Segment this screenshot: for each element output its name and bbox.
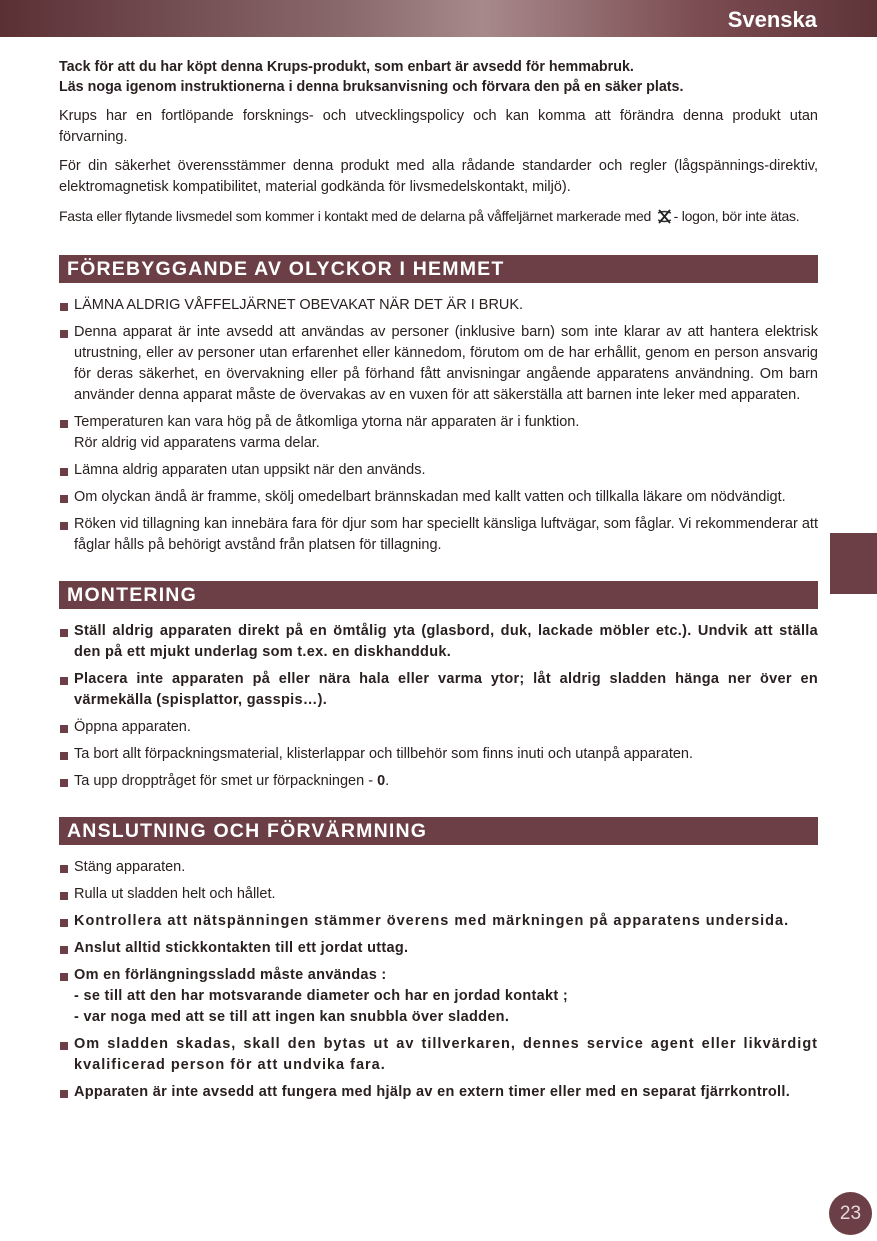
list-item: Öppna apparaten. [59, 717, 818, 738]
list-item: Apparaten är inte avsedd att fungera med hjälp av en extern timer eller med en separat fjärrkontroll. [59, 1082, 818, 1103]
intro-bold [59, 57, 818, 97]
intro-paragraph: För din säkerhet överensstämmer denna produkt med alla rådande standarder och regler (lågspännings-direktiv, elektromagnetisk kompatibilitet, material godkända för livsmedelskontakt, miljö). [59, 158, 818, 195]
list-item: Rulla ut sladden helt och hållet. [59, 884, 818, 905]
list-item: Anslut alltid stickkontakten till ett jordat uttag. [59, 938, 818, 959]
list-item [59, 771, 818, 792]
intro-bold-line: Tack för att du har köpt denna Krups-produkt, som enbart är avsedd för hemmabruk. [59, 59, 634, 75]
page-content [59, 57, 818, 1109]
list-item: Kontrollera att nätspänningen stämmer överens med märkningen på apparatens undersida. [59, 911, 818, 932]
list-item: Röken vid tillagning kan innebära fara för djur som har speciellt känsliga luftvägar, som fåglar. Vi rekommenderar att fåglar hålls på behörigt avstånd från platsen för tillagning. [59, 514, 818, 556]
list-item-end: . [385, 773, 390, 789]
side-tab [830, 533, 877, 594]
page-number: 23 [829, 1192, 872, 1235]
header-bar [0, 0, 877, 37]
connection-list [59, 857, 818, 1103]
list-item: Om olyckan ändå är framme, skölj omedelbart brännskadan med kallt vatten och tillkalla läkare om nödvändigt. [59, 487, 818, 508]
list-item: Ställ aldrig apparaten direkt på en ömtålig yta (glasbord, duk, lackade möbler etc.). Undvik att ställa den på ett mjukt underlag som t.ex. en diskhandduk. [59, 621, 818, 663]
list-item: Denna apparat är inte avsedd att användas av personer (inklusive barn) som inte klarar av att hantera elektrisk utrustning, eller av personer utan erfarenhet eller kännedom, förutom om de har erhållit, genom en person ansvarig för deras säkerhet, en övervakning eller på förhand fått anvisningar angående apparatens användning. Om barn använder denna apparat måste de övervakas av en vuxen för att säkerställa att barnen inte leker med apparaten. [59, 322, 818, 406]
list-item-text: Ta upp dropptråget för smet ur förpackningen - [74, 773, 378, 789]
list-item: LÄMNA ALDRIG VÅFFELJÄRNET OBEVAKAT NÄR DET ÄR I BRUK. [59, 295, 818, 316]
list-item: Ta bort allt förpackningsmaterial, klisterlappar och tillbehör som finns inuti och utanpå apparaten. [59, 744, 818, 765]
accidents-list [59, 295, 818, 556]
list-item-line: Rör aldrig vid apparatens varma delar. [74, 435, 320, 451]
list-item-line: Om en förlängningssladd måste användas : [74, 967, 387, 983]
list-item [59, 965, 818, 1028]
intro-paragraph-logo [59, 206, 818, 230]
intro-text: Fasta eller flytande livsmedel som kommer i kontakt med de delarna på våffeljärnet markerade med [59, 208, 652, 224]
list-item: Om sladden skadas, skall den bytas ut av tillverkaren, dennes service agent eller likvärdigt kvalificerad person för att undvika fara. [59, 1034, 818, 1076]
list-item-line: - se till att den har motsvarande diameter och har en jordad kontakt ; [74, 988, 568, 1004]
section-title-accidents: FÖREBYGGANDE AV OLYCKOR I HEMMET [59, 255, 818, 283]
list-item: Placera inte apparaten på eller nära hala eller varma ytor; låt aldrig sladden hänga ner över en värmekälla (spisplattor, gasspis…). [59, 669, 818, 711]
section-title-assembly: MONTERING [59, 581, 818, 609]
list-item: Stäng apparaten. [59, 857, 818, 878]
section-title-connection: ANSLUTNING OCH FÖRVÄRMNING [59, 817, 818, 845]
list-item [59, 412, 818, 454]
part-reference: 0 [377, 773, 386, 789]
language-label: Svenska [727, 7, 817, 32]
list-item: Lämna aldrig apparaten utan uppsikt när den används. [59, 460, 818, 481]
assembly-list [59, 621, 818, 792]
list-item-line: Temperaturen kan vara hög på de åtkomliga ytorna när apparaten är i funktion. [74, 414, 580, 430]
intro-paragraph: Krups har en fortlöpande forsknings- och utvecklingspolicy och kan komma att förändra denna produkt utan förvarning. [59, 108, 818, 145]
list-item-line: - var noga med att se till att ingen kan snubbla över sladden. [74, 1009, 510, 1025]
not-food-safe-icon [656, 209, 673, 230]
intro-text: - logon, bör inte ätas. [673, 208, 800, 224]
intro-bold-line: Läs noga igenom instruktionerna i denna bruksanvisning och förvara den på en säker plats. [59, 79, 684, 95]
